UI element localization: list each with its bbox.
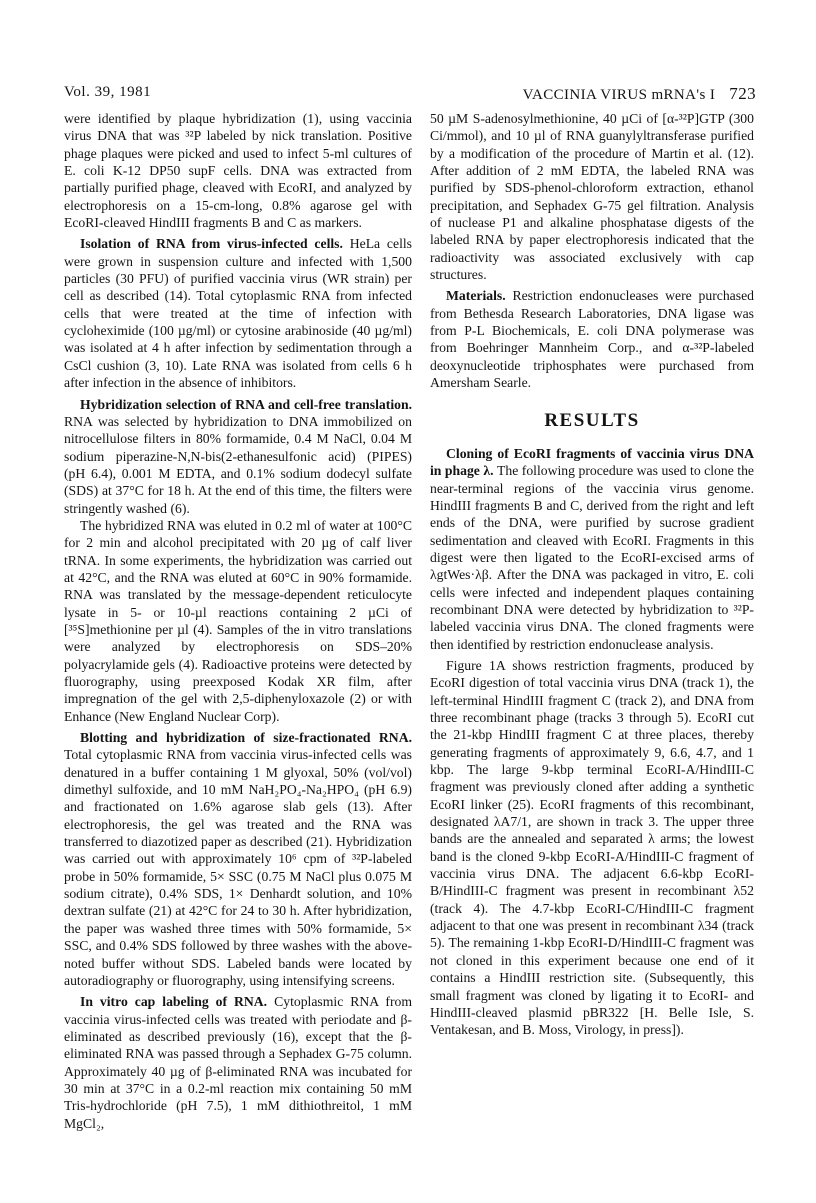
cloning-text: The following procedure was used to clone the near-terminal regions of the vaccinia virus genome. HindIII fragments B and C, derived from the right and left ends of the DNA, were purified by sucrose gradient sedimentation and cleaved with EcoRI. Fragments in this digest were then ligated to the EcoRI-excised arms of λgtWes·λβ. After the DNA was packaged in vitro, E. coli cells were infected and independent plaques containing recombinant DNA were detected by hybridization to ³²P-labeled vaccinia virus DNA. The cloned fragments were then identified by restriction endonuclease analysis. xyxy=(430,463,754,652)
cap-labeling-heading: In vitro cap labeling of RNA. xyxy=(80,994,268,1010)
blotting-paragraph xyxy=(64,729,412,989)
blotting-text: Total cytoplasmic RNA from vaccinia virus-infected cells was denatured in a buffer containing 1 M glyoxal, 50% (vol/vol) dimethyl sulfoxide, and 10 mM NaH₂PO₄-Na₂HPO₄ (pH 6.9) and fractionated on 1.6% agarose slab gels (13). After electrophoresis, the gel was treated and the RNA was transferred to diazotized paper as described (21). Hybridization was carried out with approximately 10⁶ cpm of ³²P-labeled probe in 50% formamide, 5× SSC (0.75 M NaCl plus 0.075 M sodium citrate), 0.4% SDS, 1× Denhardt solution, and 10% dextran sulfate (21) at 42°C for 24 to 30 h. After hybridization, the paper was washed three times with 50% formamide, 5× SSC, and 0.4% SDS followed by three washes with the above-noted buffer without SDS. Labeled bands were located by autoradiography or fluorography, using intensifying screens. xyxy=(64,747,412,988)
materials-text: Restriction endonucleases were purchased from Bethesda Research Laboratories, DNA ligase was from P-L Biochemicals, E. coli DNA polymerase was from Boehringer Mannheim Corp., and α-³²P-labeled deoxynucleotide triphosphates were purchased from Amersham Searle. xyxy=(430,288,754,391)
isolation-text: HeLa cells were grown in suspension culture and infected with 1,500 particles (30 PFU) of purified vaccinia virus (WR strain) per cell as described (14). Total cytoplasmic RNA from infected cells that were treated at the time of infection with cycloheximide (100 µg/ml) or cytosine arabinoside (40 µg/ml) was isolated at 4 h after infection by sedimentation through a CsCl cushion (3, 10). Late RNA was isolated from cells 6 h after infection in the absence of inhibitors. xyxy=(64,236,413,391)
page-number: 723 xyxy=(729,84,756,103)
cloning-paragraph xyxy=(430,445,754,653)
results-heading: RESULTS xyxy=(544,409,640,431)
cloning-heading: Cloning of EcoRI fragments of vaccinia virus DNA in phage λ. xyxy=(430,445,754,479)
cap-labeling-text: Cytoplasmic RNA from vaccinia virus-infected cells was treated with periodate and β-eliminated as described previously (16), except that the β-eliminated RNA was passed through a Sephadex G-75 column. Approximately 40 µg of β-eliminated RNA was incubated for 30 min at 37°C in a 0.2-ml reaction mix containing 50 mM Tris-hydrochloride (pH 7.5), 1 mM dithiothreitol, 1 mM MgCl₂, xyxy=(64,994,412,1131)
materials-paragraph xyxy=(430,287,754,391)
hybridization-heading: Hybridization selection of RNA and cell-free translation. xyxy=(80,396,412,412)
figure-1a-paragraph: Figure 1A shows restriction fragments, produced by EcoRI digestion of total vaccinia virus DNA (track 1), the left-terminal HindIII fragment C (track 2), and DNA from three recombinant phage (tracks 3 through 5). EcoRI cut the 21-kbp HindIII fragment C at three places, thereby generating fragments of approximately 9, 6.6, 4.7, and 1 kbp. The large 9-kbp terminal EcoRI-A/HindIII-C fragment was previously cloned after adding a synthetic EcoRI linker (25). EcoRI fragments of this recombinant, designated λA7/1, are shown in track 3. The upper three bands are the annealed and separated λ arms; the lowest band is the cloned 9-kbp EcoRI-A/HindIII-C fragment of vaccinia virus DNA. The adjacent 6.6-kbp EcoRI-B/HindIII-C fragment was present in recombinant λ52 (track 4). The 4.7-kbp EcoRI-C/HindIII-C fragment adjacent to that one was present in recombinant λ34 (track 5). The remaining 1-kbp EcoRI-D/HindIII-C fragment was not cloned in this experiment because one end of it contains a HindIII restriction site. (Subsequently, this small fragment was cloned by ligating it to EcoRI- and HindIII-cleaved plasmid pBR322 [H. Belle Isle, S. Ventakesan, and B. Moss, Virology, in press]). xyxy=(430,657,754,1038)
left-column xyxy=(64,110,412,1132)
hybridization-text: RNA was selected by hybridization to DNA immobilized on nitrocellulose filters in 80% formamide, 0.4 M NaCl, 0.04 M sodium piperazine-N,N-bis(2-ethanesulfonic acid) (PIPES) (pH 6.4), 0.001 M EDTA, and 0.1% sodium dodecyl sulfate (SDS) at 37°C for 18 h. At the end of this time, the filters were stringently washed (6). xyxy=(64,413,412,516)
elution-paragraph: The hybridized RNA was eluted in 0.2 ml of water at 100°C for 2 min and alcohol precipitated with 20 µg of calf liver tRNA. In some experiments, the hybridization was carried out at 42°C, and the RNA was eluted at 60°C in 90% formamide. RNA was translated by the message-dependent reticulocyte lysate in 5- or 10-µl reactions containing 2 µCi of [³⁵S]methionine per µl (4). Samples of the in vitro translations were analyzed by electrophoresis on SDS–20% polyacrylamide gels (4). Radioactive proteins were detected by fluorography, using preexposed Kodak XR film, after impregnation of the gel with 2,5-diphenyloxazole (2) or with Enhance (New England Nuclear Corp). xyxy=(64,517,412,724)
running-title-group xyxy=(523,84,756,104)
cap-labeling-continued: 50 µM S-adenosylmethionine, 40 µCi of [α-³²P]GTP (300 Ci/mmol), and 10 µl of RNA guanylyltransferase purified by a modification of the procedure of Martin et al. (12). After addition of 2 mM EDTA, the labeled RNA was purified by SDS-phenol-chloroform extraction, ethanol precipitation, and Sephadex G-75 gel filtration. Analysis of nuclease P1 and alkaline phosphatase digests of the labeled RNA by paper electrophoresis indicated that the radioactivity was associated exclusively with cap structures. xyxy=(430,111,754,283)
hybridization-paragraph xyxy=(64,396,412,517)
materials-heading: Materials. xyxy=(446,288,506,304)
isolation-paragraph xyxy=(64,235,412,391)
running-title: VACCINIA VIRUS mRNA's I xyxy=(522,87,716,103)
cap-labeling-paragraph xyxy=(64,993,412,1132)
right-column xyxy=(430,110,754,1039)
volume-label: Vol. 39, 1981 xyxy=(64,84,152,100)
isolation-heading: Isolation of RNA from virus-infected cells. xyxy=(80,236,343,252)
running-header xyxy=(64,84,756,106)
blotting-heading: Blotting and hybridization of size-fractionated RNA. xyxy=(80,730,412,746)
methods-paragraph-phage: were identified by plaque hybridization (1), using vaccinia virus DNA that was ³²P labeled by nick translation. Positive phage plaques were picked and used to infect 5-ml cultures of E. coli K-12 DP50 supF cells. DNA was extracted from partially purified phage, cleaved with EcoRI, and analyzed by electrophoresis on a 15-cm-long, 0.8% agarose gel with EcoRI-cleaved HindIII fragments B and C as markers. xyxy=(64,111,412,231)
